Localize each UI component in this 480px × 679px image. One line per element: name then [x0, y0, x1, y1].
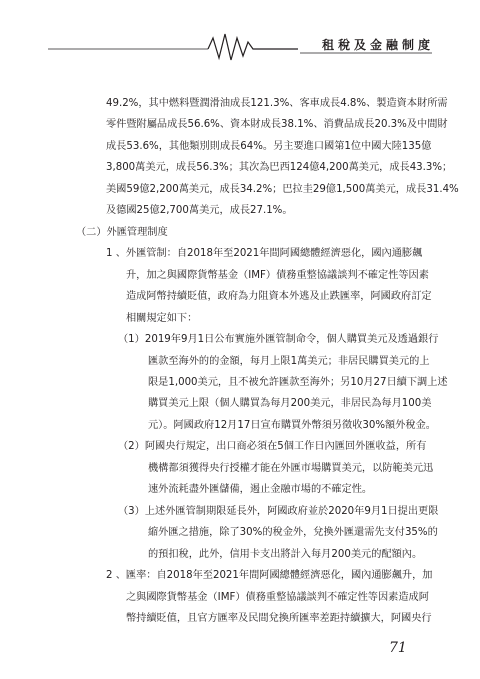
text-line: 購買美元上限（個人購買為每月200美元，非居民為每月100美 [148, 398, 432, 409]
header-title: 租稅及金融制度 [322, 38, 435, 52]
sub-item: （3）上述外匯管制期限延長外，阿國政府並於2020年9月1日提出更限 [118, 506, 439, 517]
text-line: 機構都須獲得央行授權才能在外匯市場購買美元，以防範美元迅 [148, 463, 434, 474]
text-line: 及德國25億2,700萬美元，成長27.1%。 [106, 205, 293, 216]
text-line: 成長53.6%，其他類別則成長64%。另主要進口國第1位中國大陸135億 [106, 141, 432, 152]
text-line: 匯款至海外的的金額，每月上限1萬美元；非居民購買美元的上 [148, 356, 430, 367]
item-heading: 1 、外匯管制：自2018年至2021年間阿國總體經濟惡化，國內通膨飆 [106, 248, 423, 259]
text-line: 美國59億2,200萬美元，成長34.2%；巴拉圭29億1,500萬美元，成長31.4% [106, 184, 459, 195]
text-line: 元）。阿國政府12月17日宣布購買外幣須另徵收30%額外稅金。 [148, 420, 436, 431]
item-heading: 2 、匯率：自2018年至2021年間阿國總體經濟惡化，國內通膨飆升，加 [106, 570, 433, 581]
text-line: 升，加之與國際貨幣基金（IMF）債務重整協議談判不確定性等因素 [126, 270, 429, 281]
section-heading: （二）外匯管理制度 [76, 227, 168, 238]
text-line: 相關規定如下： [126, 313, 198, 324]
text-line: 之與國際貨幣基金（IMF）債務重整協議談判不確定性等因素造成阿 [126, 592, 429, 603]
sub-item: （2）阿國央行規定，出口商必須在5個工作日內匯回外匯收益，所有 [118, 441, 427, 452]
text-line: 的預扣稅，此外，信用卡支出將計入每月200美元的配額內。 [148, 549, 423, 560]
text-line: 3,800萬美元，成長56.3%；其次為巴西124億4,200萬美元，成長43.3%； [106, 162, 453, 173]
text-line: 造成阿幣持續貶值，政府為力阻資本外逃及止跌匯率，阿國政府訂定 [126, 291, 432, 302]
text-line: 速外流耗盡外匯儲備，遏止金融市場的不確定性。 [148, 484, 373, 495]
text-line: 49.2%，其中燃料暨潤滑油成長121.3%、客車成長4.8%、製造資本財所需 [106, 98, 448, 109]
text-line: 幣持續貶值，且官方匯率及民間兌換所匯率差距持續擴大，阿國央行 [126, 613, 432, 624]
page-number: 71 [389, 640, 407, 656]
text-line: 限是1,000美元，且不被允許匯款至海外；另10月27日續下調上述 [148, 377, 448, 388]
text-line: 零件暨附屬品成長56.6%、資本財成長38.1%、消費品成長20.3%及中間財 [106, 119, 448, 130]
sub-item: （1）2019年9月1日公布實施外匯管制命令，個人購買美元及透過銀行 [118, 334, 439, 345]
text-line: 縮外匯之措施，除了30%的稅金外，兌換外匯還需先支付35%的 [148, 527, 438, 538]
